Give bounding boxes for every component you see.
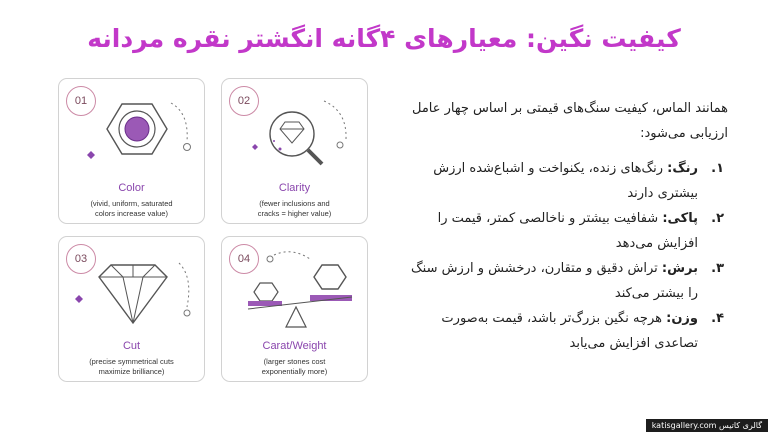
item-key: وزن: <box>666 311 698 326</box>
list-item <box>398 306 728 356</box>
card-number: 01 <box>66 86 96 116</box>
item-number: ۴. <box>711 311 724 326</box>
item-key: رنگ: <box>667 161 698 176</box>
item-number: ۱. <box>711 161 724 176</box>
card-color <box>58 78 205 224</box>
card-desc-line: (precise symmetrical cuts <box>89 357 174 366</box>
card-desc-line: (vivid, uniform, saturated <box>90 199 173 208</box>
quality-cards-grid <box>58 78 372 383</box>
card-title: Cut <box>122 340 141 352</box>
item-key: پاکی: <box>662 211 698 226</box>
item-number: ۳. <box>711 261 724 276</box>
card-title: Clarity <box>278 182 311 194</box>
card-description <box>226 357 363 377</box>
card-title: Color <box>118 182 145 194</box>
card-desc-line: cracks = higher value) <box>257 209 332 218</box>
item-text: تراش دقیق و متقارن، درخشش و ارزش سنگ را بیشتر می‌کند <box>411 261 698 301</box>
card-carat <box>221 236 368 382</box>
criteria-list <box>398 156 728 356</box>
list-item <box>398 256 728 306</box>
list-item <box>398 206 728 256</box>
item-text: رنگ‌های زنده، یکنواخت و اشباع‌شده ارزش بیشتری دارند <box>433 161 698 201</box>
item-key: برش: <box>661 261 698 276</box>
card-number: 02 <box>229 86 259 116</box>
card-cut <box>58 236 205 382</box>
card-clarity <box>221 78 368 224</box>
item-text: هرچه نگین بزرگ‌تر باشد، قیمت به‌صورت تصاعدی افزایش می‌یابد <box>441 311 698 351</box>
card-description <box>226 199 363 219</box>
page-title: کیفیت نگین: معیارهای ۴گانه انگشتر نقره مردانه <box>87 24 681 53</box>
description-panel <box>398 96 728 356</box>
card-number: 04 <box>229 244 259 274</box>
card-desc-line: colors increase value) <box>95 209 168 218</box>
card-title: Carat/Weight <box>262 340 327 352</box>
card-desc-line: (fewer inclusions and <box>259 199 330 208</box>
card-desc-line: maximize brilliance) <box>98 367 165 376</box>
card-desc-line: (larger stones cost <box>263 357 326 366</box>
item-number: ۲. <box>711 211 724 226</box>
footer-watermark: گالری کاتیس katisgallery.com <box>646 419 768 432</box>
card-description <box>63 199 200 219</box>
item-text: شفافیت بیشتر و ناخالصی کمتر، قیمت را افزایش می‌دهد <box>437 211 698 251</box>
intro-text: همانند الماس، کیفیت سنگ‌های قیمتی بر اساس چهار عامل ارزیابی می‌شود: <box>411 101 728 141</box>
list-item <box>398 156 728 206</box>
card-number: 03 <box>66 244 96 274</box>
card-desc-line: exponentially more) <box>261 367 328 376</box>
card-description <box>63 357 200 377</box>
